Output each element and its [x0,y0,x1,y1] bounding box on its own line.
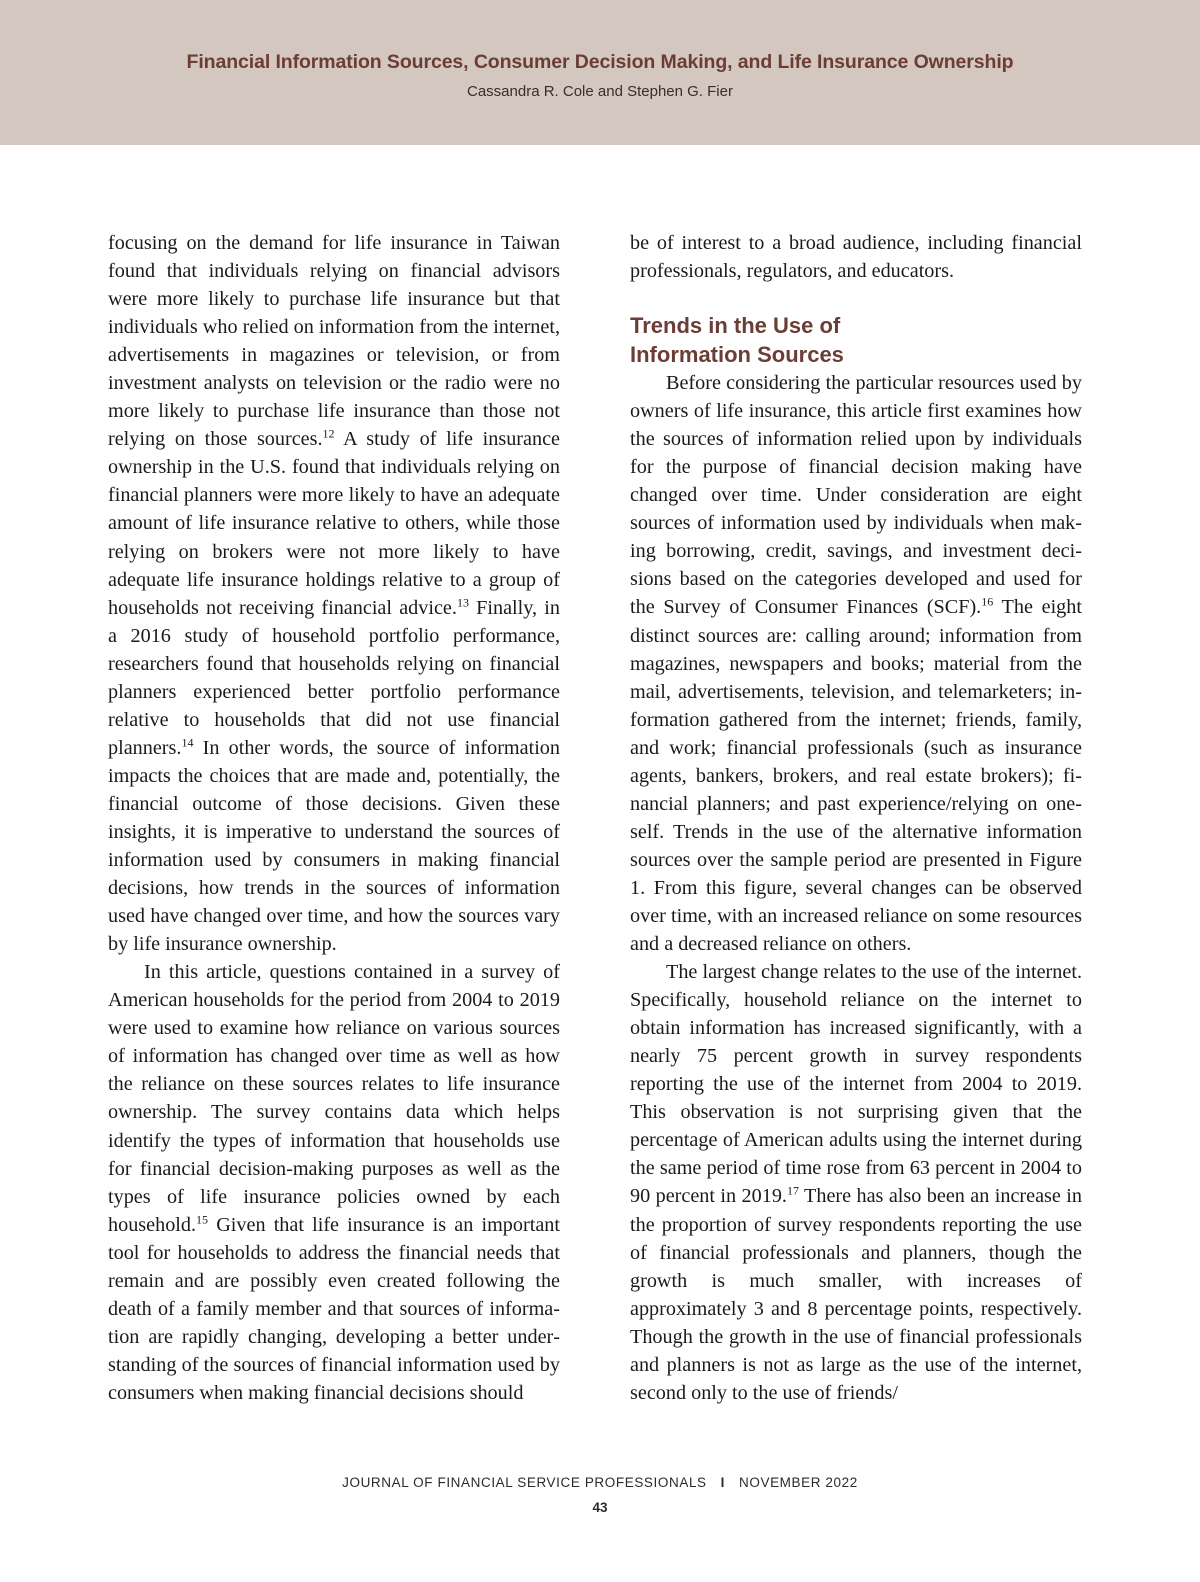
text-run: The largest change relates to the use of the internet. Specifically, household reliance on the internet to obtain information has increased significantly, with a nearly 75 percent growth in survey respondents reporting the use of the internet from 2004 to 2019. This observation is not surprising given that the percentage of American adults using the internet during the same period of time rose from 63 percent in 2004 to 90 percent in 2019. [630,961,1082,1208]
footnote-ref: 14 [181,735,194,750]
running-footer [0,1475,1200,1490]
text-run: Before considering the particular resources used by owners of life insurance, this article first examines how the sources of information relied upon by individuals for the purpose of financial decision making have changed over time. Under consideration are eight sources of information used by individuals when making borrowing, credit, savings, and investment decisions based on the categories developed and used for the Survey of Consumer Finances (SCF). [630,372,1082,619]
text-run: The eight distinct sources are: calling around; information from magazines, newspapers and books; material from the mail, advertisements, television, and telemarketers; information gathered from the internet; friends, family, and work; financial professionals (such as insurance agents, bankers, brokers, and real estate brokers); financial planners; and past experience/relying on oneself. Trends in the use of the alternative information sources over the sample period are presented in Figure 1. From this figure, several changes can be observed over time, with an increased reliance on some resources and a decreased reliance on others. [630,596,1082,956]
footnote-ref: 16 [981,594,994,609]
section-heading [630,312,1082,369]
footnote-ref: 13 [456,594,469,609]
page-number: 43 [592,1500,608,1515]
article-authors: Cassandra R. Cole and Stephen G. Fier [467,83,733,100]
paragraph [630,369,1082,958]
paragraph [108,229,560,958]
left-column [108,229,560,1407]
paragraph [630,229,1082,285]
text-run: In other words, the source of information impacts the choices that are made and, potentially, the financial outcome of those decisions. Given these insights, it is imperative to understand the sources of information used by consumers in making financial decisions, how trends in the sources of information used have changed over time, and how the sources vary by life insurance ownership. [108,736,560,956]
footer-separator: I [720,1475,726,1490]
text-run: There has also been an increase in the proportion of survey respondents reporting the use of financial professionals and planners, though the growth is much smaller, with increases of approximately 3 and 8 percentage points, respectively. Though the growth in the use of financial professionals and planners is not as large as the use of the internet, second only to the use of friends/ [630,1185,1082,1404]
section-heading-line: Trends in the Use of [630,313,841,339]
right-column [630,229,1082,1407]
text-run: focusing on the demand for life insurance in Taiwan found that individuals relying on financial advisors were more likely to purchase life insurance but that individuals who relied on information from the internet, advertisements in magazines or television, or from investment analysts on television or the radio were no more likely to purchase life insurance than those not relying on those sources. [108,232,560,451]
text-run: Given that life insurance is an important tool for households to address the financial needs that remain and are possibly even created following the death of a family member and that sources of information are rapidly changing, developing a better understanding of the sources of financial information used by consumers when making financial decisions should [108,1213,560,1404]
article-title: Financial Information Sources, Consumer Decision Making, and Life Insurance Ownership [186,51,1014,73]
text-run: In this article, questions contained in a survey of American households for the period from 2004 to 2019 were used to examine how reliance on various sources of information has changed over time as well as how the reliance on these sources relates to life insurance ownership. The survey contains data which helps identify the types of information that households use for financial decision-making purposes as well as the types of life insurance policies owned by each household. [108,961,560,1236]
paragraph [108,958,560,1407]
section-heading-line: Information Sources [630,341,844,367]
footnote-ref: 17 [786,1183,799,1198]
journal-name: JOURNAL OF FINANCIAL SERVICE PROFESSIONALS [342,1475,707,1490]
paragraph [630,958,1082,1407]
footnote-ref: 12 [322,426,335,441]
footnote-ref: 15 [196,1211,209,1226]
text-run: Finally, in a 2016 study of household portfolio performance, researchers found that households relying on financial planners experienced better portfolio performance relative to households that did not use financial planners. [108,596,560,759]
text-run: A study of life insurance ownership in the U.S. found that individuals relying on financial planners were more likely to have an adequate amount of life insurance relative to others, while those relying on brokers were not more likely to have adequate life insurance holdings relative to a group of households not receiving financial advice. [108,428,560,619]
running-header [0,0,1200,145]
issue-date: NOVEMBER 2022 [739,1475,858,1490]
text-run: be of interest to a broad audience, including financial professionals, regulators, and educators. [630,232,1082,283]
